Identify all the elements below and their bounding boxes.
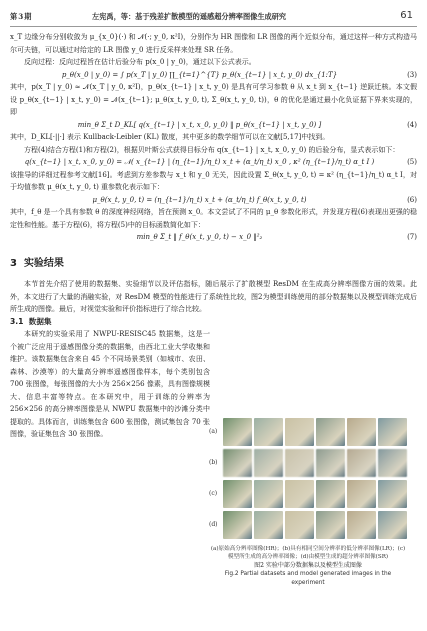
section-heading xyxy=(10,258,417,271)
figure-thumbnail xyxy=(254,480,283,508)
figure-thumbnail xyxy=(223,511,252,539)
equation-expression: min_θ Σ_t ‖ f_θ(x_t, y_0, t) − x_0 ‖²₂ xyxy=(136,233,263,241)
equation-3 xyxy=(10,69,417,82)
equation-7 xyxy=(10,231,417,244)
row-label-a: (a) xyxy=(209,428,218,435)
figure-row-lr xyxy=(223,449,407,477)
running-title: 左宪禹，等：基于残差扩散模型的遥感超分辨率图像生成研究 xyxy=(92,12,287,21)
subsection-title: 数据集 xyxy=(28,316,52,326)
figure-thumbnail xyxy=(285,418,314,446)
equation-number: (7) xyxy=(407,233,417,241)
page-header xyxy=(10,10,413,24)
figure-image-grid xyxy=(209,418,407,542)
figure-row-generated xyxy=(223,480,407,508)
figure-thumbnail xyxy=(254,449,283,477)
equation-4 xyxy=(10,119,417,132)
equation-expression: min_θ Σ_t D_KL[ q(x_{t−1} | x_t, x_0, y_0) ‖ p_θ(x_{t−1} | x_t, y_0) ] xyxy=(77,120,322,129)
figure-thumbnail xyxy=(347,449,376,477)
figure-caption-english: Fig.2 Partial datasets and model generated images in the experiment xyxy=(224,571,392,586)
figure-thumbnail xyxy=(254,511,283,539)
equation-number: (3) xyxy=(407,70,417,79)
equation-expression: μ_θ(x_t, y_0, t) = (η_{t−1}/η_t) x_t + (α_t/η_t) f_θ(x_t, y_0, t) xyxy=(92,195,307,204)
figure-thumbnail xyxy=(316,449,345,477)
equation-number: (4) xyxy=(407,120,417,129)
figure-thumbnail xyxy=(316,511,345,539)
figure-thumbnail xyxy=(378,418,407,446)
figure-thumbnail xyxy=(316,480,345,508)
equation-5 xyxy=(10,156,417,169)
issue-label: 第3期 xyxy=(10,12,33,21)
figure-thumbnail xyxy=(223,480,252,508)
subsection-number: 3.1 xyxy=(10,316,24,326)
paragraph: 方程(4)结合方程(1)和方程(2)，根据贝叶斯公式获得目标分布 q(x_{t−1} | x_t, x_0, y_0) 的后验分布，显式表示如下： xyxy=(24,145,400,154)
equation-number: (6) xyxy=(407,195,417,204)
row-label-d: (d) xyxy=(209,521,218,528)
equation-expression: q(x_{t−1} | x_t, x_0, y_0) = 𝒩( x_{t−1} | (η_{t−1}/η_t) x_t + (α_t/η_t) x_0 , κ² (η_{t−1}/η_t) α_t I ) xyxy=(24,158,375,166)
equation-6 xyxy=(10,194,417,207)
figure-thumbnail xyxy=(378,480,407,508)
paragraph: 本节首先介绍了使用的数据集、实验细节以及评估指标，随后展示了扩散模型 ResDM 在生成高分辨率图像方面的效果。此外，本文进行了大量的消融实验，对 ResDM 模型的性能进行了系统性比较，图2为模型训练使用的部分数据集以及模型训练完成后所生成的图像。最后，对视觉实验和评价指标进行了综合比较。 xyxy=(10,280,417,313)
paragraph: x_T 边缘分布分别收敛为 μ_{x_0}(·) 和 𝒩(·; y_0, κ²I)，分别作为 HR 图像和 LR 图像的两个近似分布，通过这样一种方式构造马尔可夫链，可以通过对给定的 LR 图像 y_0 进行反采样来处理 SR 任务。 xyxy=(10,33,417,54)
paragraph: 本研究的实验采用了 NWPU-RESISC45 数据集，这是一个被广泛应用于遥感图像分类的数据集，由西北工业大学收集和维护。该数据集包含来自 45 个不同场景类别（如城市、农田、森林、沙漠等）的大量高分辨率遥感图像样本，每个类别包含 700 张图像，每张图像的大小为 256×256 像素，具有图像规模大、信息丰富等特点。在本研究中，用于训练的分辨率为 256×256 的高分辨率图像是从 NWPU 数据集中的沙滩分类中提取的。具体而言，训练集包含 600 张图像，测试集包含 70 张图像，验证集包含 30 张图像。 xyxy=(10,330,210,438)
figure-thumbnail xyxy=(223,449,252,477)
section-number: 3 xyxy=(10,257,17,269)
header-rule xyxy=(10,26,417,27)
figure-thumbnail xyxy=(285,511,314,539)
figure-thumbnail xyxy=(378,511,407,539)
figure-thumbnail xyxy=(254,418,283,446)
subsection-heading xyxy=(10,316,210,329)
figure-2 xyxy=(209,418,407,588)
figure-thumbnail xyxy=(285,480,314,508)
figure-thumbnail xyxy=(378,449,407,477)
section-title: 实验结果 xyxy=(23,257,64,269)
page-number: 61 xyxy=(400,10,413,21)
equation-number: (5) xyxy=(407,158,417,166)
row-label-c: (c) xyxy=(209,490,218,497)
row-label-b: (b) xyxy=(209,459,218,466)
figure-thumbnail xyxy=(347,418,376,446)
paragraph: 其中，f_θ 是一个具有参数 θ 的深度神经网络，旨在预测 x_0。本文尝试了不同的 μ_θ 参数化形式，并发现方程(6)表现出更强的稳定性和性能。基于方程(6)，将方程(5)中的目标函数简化如下： xyxy=(10,208,417,229)
figure-thumbnail xyxy=(223,418,252,446)
paragraph: 其中，p(x_T | y_0) ≈ 𝒩(x_T | y_0, κ²I)，p_θ(x_{t−1} | x_t, y_0) 是具有可学习参数 θ 从 x_t 到 x_{t−1} 逆跃迁核。本文假设 p_θ(x_{t−1} | x_t, y_0) = 𝒩(x_{t−1}; μ_θ(x_t, y_0, t), Σ_θ(x_t, y_0, t))，θ 的优化是通过最小化负证据下界来实现的，即 xyxy=(10,83,417,116)
left-column xyxy=(10,316,210,441)
figure-row-hr xyxy=(223,418,407,446)
paragraph: 反向过程：反向过程旨在估计后验分布 p(x_0 | y_0)，通过以下公式表示。 xyxy=(24,58,256,66)
figure-thumbnail xyxy=(347,511,376,539)
figure-thumbnail xyxy=(285,449,314,477)
paragraph: 其中，D_KL[·||·] 表示 Kullback-Leibler (KL) 散度，其中更多的数学细节可以在文献[5,17]中找到。 xyxy=(10,133,330,141)
figure-thumbnail xyxy=(347,480,376,508)
article-body xyxy=(10,31,417,441)
paragraph: 该推导的详细过程参考文献[16]。考虑到方差参数与 x_t 和 y_0 无关，因此设置 Σ_θ(x_t, y_0, t) = κ² (η_{t−1}/η_t) α_t I，对于均值参数 μ_θ(x_t, y_0, t) 重参数化表示如下： xyxy=(10,170,417,191)
figure-thumbnail xyxy=(316,418,345,446)
figure-caption-legend: (a)原始高分辨率图像(HR)；(b)具有相同空间分辨率的低分辨率图像(LR)；(c)模型所生成的高分辨率图像；(d)由模型生成的超分辨率图像(SR) xyxy=(210,546,406,560)
figure-row-sr xyxy=(223,511,407,539)
figure-caption-title: 图2 实验中部分数据集以及模型生成图像 xyxy=(254,562,362,569)
equation-expression: p_θ(x_0 | y_0) = ∫ p(x_T | y_0) ∏_{t=1}^{T} p_θ(x_{t−1} | x_t, y_0) dx_{1:T} xyxy=(61,70,338,79)
